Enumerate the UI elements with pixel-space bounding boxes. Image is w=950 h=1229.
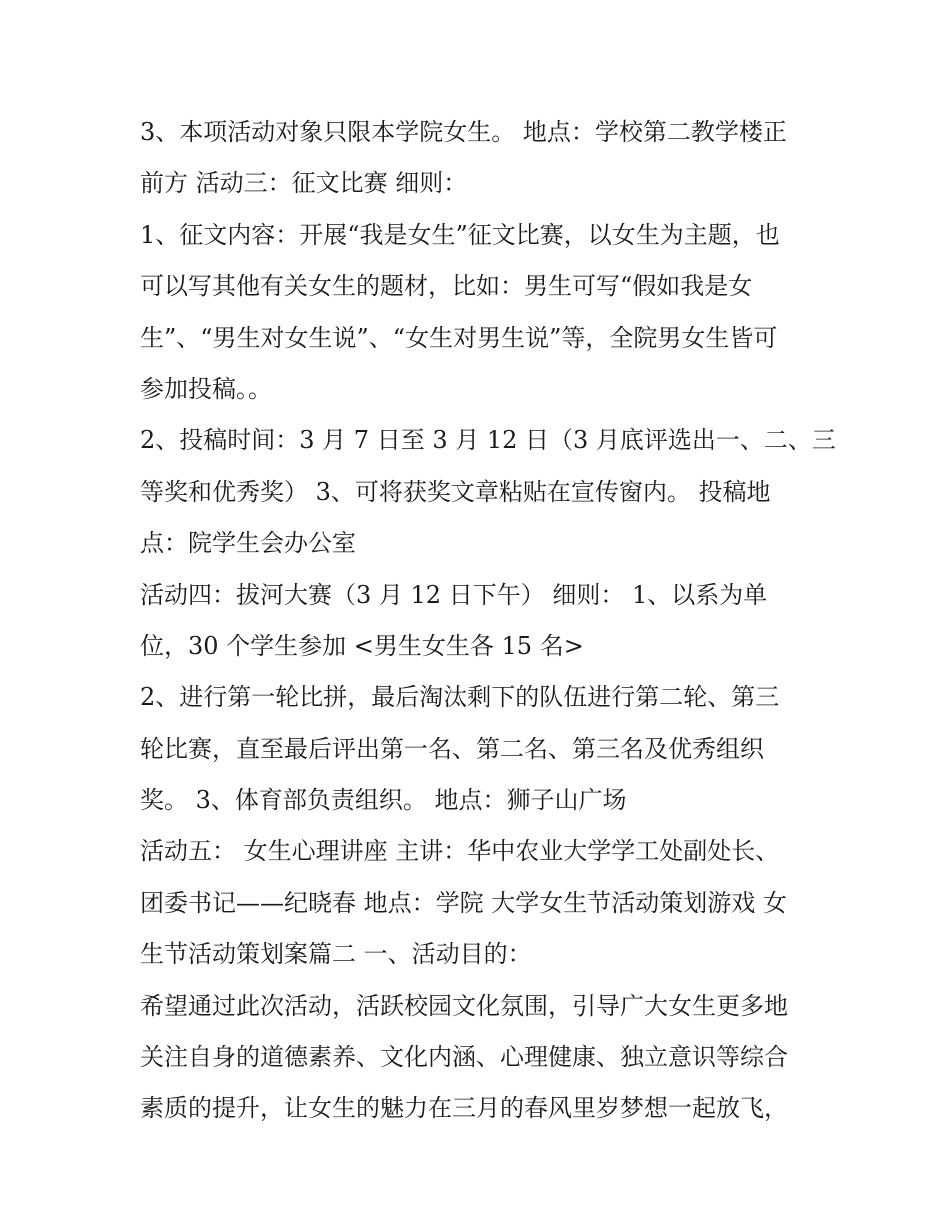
text-line: 活动四：拔河大赛（3 月 12 日下午） 细则： 1、以系为单 [140,580,768,609]
text-line: 奖。 3、体育部负责组织。 地点：狮子山广场 [140,786,627,815]
text-line: 位，30 个学生参加 <男生女生各 15 名> [140,631,584,660]
text-line: 团委书记——纪晓春 地点：学院 大学女生节活动策划游戏 女 [140,888,787,917]
text-line: 3、本项活动对象只限本学院女生。 地点：学校第二教学楼正 [140,118,787,146]
text-line: 点：院学生会办公室 [140,529,356,558]
text-line: 生节活动策划案篇二 一、活动目的： [140,940,532,969]
text-line: 参加投稿。。 [140,374,272,403]
text-line: 轮比赛，直至最后评出第一名、第二名、第三名及优秀组织 [140,734,764,763]
body-text [140,107,836,1135]
text-line: 生”、“男生对女生说”、“女生对男生说”等，全院男女生皆可 [140,323,778,352]
text-line: 关注自身的道德素养、文化内涵、心理健康、独立意识等综合 [140,1043,788,1072]
text-line: 等奖和优秀奖） 3、可将获奖文章粘贴在宣传窗内。 投稿地 [140,477,771,506]
text-line: 活动五： 女生心理讲座 主讲：华中农业大学学工处副处长、 [140,837,780,866]
text-line: 1、征文内容：开展“我是女生”征文比赛，以女生为主题，也 [140,220,780,249]
text-line: 2、投稿时间：3 月 7 日至 3 月 12 日（3 月底评选出一、二、三 [140,426,836,455]
text-line: 希望通过此次活动，活跃校园文化氛围，引导广大女生更多地 [140,991,788,1020]
text-line: 前方 活动三：征文比赛 细则： [140,169,468,198]
text-line: 2、进行第一轮比拼，最后淘汰剩下的队伍进行第二轮、第三 [140,683,780,712]
text-line: 素质的提升，让女生的魅力在三月的春风里岁梦想一起放飞， [140,1094,788,1123]
text-line: 可以写其他有关女生的题材，比如：男生可写“假如我是女 [140,272,753,301]
